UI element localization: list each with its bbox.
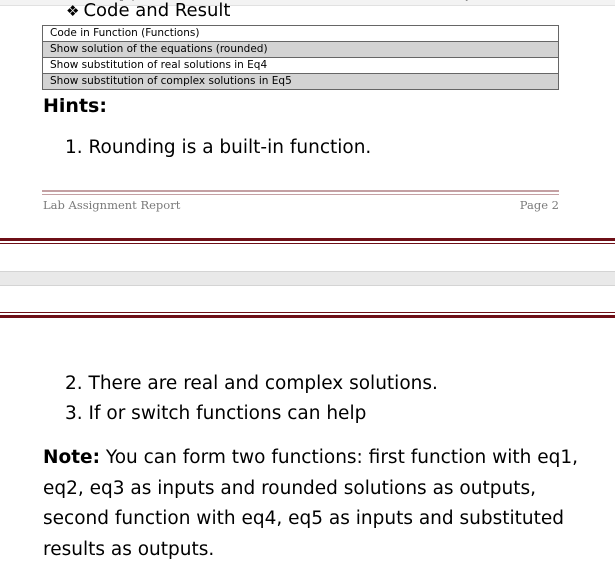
table-cell[interactable]: Show substitution of real solutions in Eq4 <box>43 58 559 74</box>
section-title: Code and Result <box>83 0 231 21</box>
table-row[interactable] <box>43 74 559 90</box>
page-border-top <box>0 315 615 318</box>
section-heading[interactable] <box>66 0 230 22</box>
table-row[interactable] <box>43 26 559 42</box>
hint-item-3[interactable]: 3. If or switch functions can help <box>65 403 367 424</box>
page-separator-band <box>0 271 615 286</box>
page-border-bottom-thin <box>0 243 615 244</box>
table-cell[interactable]: Show substitution of complex solutions in Eq5 <box>43 74 559 90</box>
footer-rule <box>42 190 559 192</box>
footer-rule-thin <box>42 194 559 195</box>
hint-item-1[interactable]: 1. Rounding is a built-in function. <box>65 137 372 158</box>
page-border-bottom <box>0 238 615 241</box>
code-result-table[interactable] <box>42 25 559 90</box>
footer-page-number[interactable]: Page 2 <box>519 198 559 212</box>
table-cell[interactable]: Code in Function (Functions) <box>43 26 559 42</box>
footer-report-title[interactable]: Lab Assignment Report <box>43 198 181 212</box>
diamond-bullet-icon: ❖ <box>66 2 80 20</box>
ribbon-group-styles <box>457 0 482 1</box>
table-row[interactable] <box>43 42 559 58</box>
note-label: Note: <box>43 447 100 468</box>
page-border-top-thin <box>0 312 615 313</box>
hints-heading[interactable]: Hints: <box>43 95 107 117</box>
note-text: You can form two functions: first function with eq1, eq2, eq3 as inputs and rounded solutions as outputs, second function with eq4, eq5 as inputs and substituted results as outputs. <box>43 447 579 560</box>
table-row[interactable] <box>43 58 559 74</box>
table-cell[interactable]: Show solution of the equations (rounded) <box>43 42 559 58</box>
hint-item-2[interactable]: 2. There are real and complex solutions. <box>65 373 438 394</box>
note-paragraph[interactable] <box>43 443 583 565</box>
